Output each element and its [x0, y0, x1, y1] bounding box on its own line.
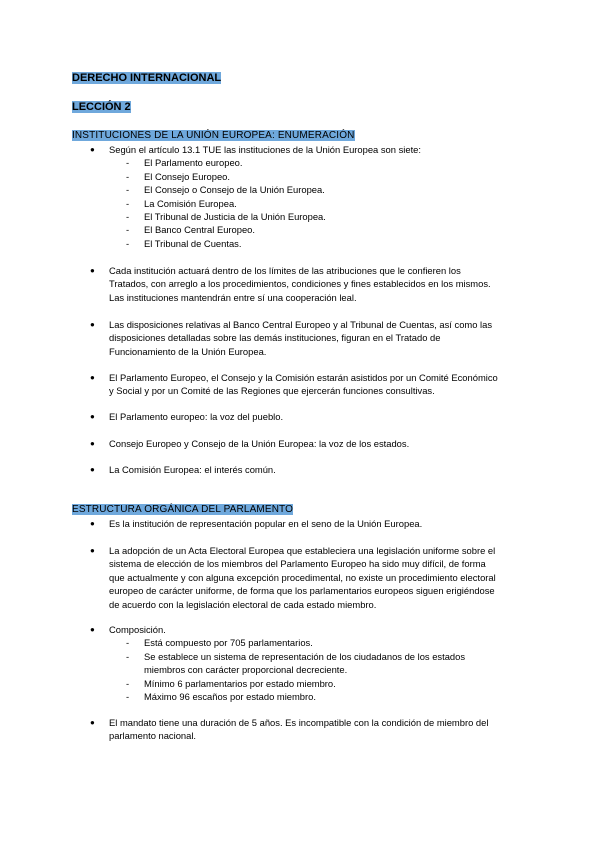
list-item: ● Cada institución actuará dentro de los límites de las atribuciones que le confieren los Tratados, con arreglo a los procedimientos, condiciones y fines establecidos en los mismos. Las instituciones mantendrán entre sí una cooperación leal. — [90, 265, 491, 303]
list-item: ● Según el artículo 13.1 TUE las instituciones de la Unión Europea son siete: - El Parlamento europeo. - El Consejo Europeo. - El Consejo o Consejo de la Unión Europea. - La Comisión Europea. - El Tribunal de Justicia de la Unión Europea. - El Banco Central Europeo. - El Tribunal de Cuentas. — [90, 143, 540, 250]
dash-icon: - — [126, 211, 130, 223]
lesson-heading: LECCIÓN 2 — [72, 101, 131, 113]
list-item: ● El mandato tiene una duración de 5 años. Es incompatible con la condición de miembro del parlamento nacional. — [90, 717, 489, 742]
section-heading-estructura: ESTRUCTURA ORGÁNICA DEL PARLAMENTO — [72, 504, 294, 515]
list-item: ● Consejo Europeo y Consejo de la Unión Europea: la voz de los estados. — [90, 438, 410, 449]
bullet-icon: ● — [90, 718, 95, 727]
bullet-icon: ● — [90, 145, 95, 154]
section-heading-instituciones: INSTITUCIONES DE LA UNIÓN EUROPEA: ENUMERACIÓN — [72, 130, 355, 141]
dash-icon: - — [126, 677, 130, 689]
sub-item: - El Banco Central Europeo. — [126, 224, 256, 236]
dash-icon: - — [126, 237, 130, 249]
sub-item: - Máximo 96 escaños por estado miembro. — [126, 691, 316, 703]
dash-icon: - — [126, 224, 130, 236]
list-item: ● Las disposiciones relativas al Banco Central Europeo y al Tribunal de Cuentas, así como las disposiciones detalladas sobre las demás instituciones, figuran en el Tratado de Funcionamiento de la Unión Europea. — [90, 319, 493, 357]
bullet-icon: ● — [90, 439, 95, 448]
sub-item: - Está compuesto por 705 parlamentarios. — [126, 637, 313, 649]
dash-icon: - — [126, 170, 130, 182]
dash-icon: - — [126, 197, 130, 209]
list-item: ● La adopción de un Acta Electoral Europea que estableciera una legislación uniforme sobre el sistema de elección de los miembros del Parlamento Europeo ha sido muy difícil, de forma que actualmente y con alguna excepción procedimental, no existe un procedimiento electoral europeo de carácter uniforme, de forma que los parlamentarios europeos siguen erigiéndose de acuerdo con la legislación electoral de cada estado miembro. — [90, 545, 496, 610]
list-item: ● Composición. - Está compuesto por 705 parlamentarios. - Se establece un sistema de representación de los ciudadanos de los estados miembros con carácter proporcional decreciente. - Mínimo 6 parlamentarios por estado miembro. - Máximo 96 escaños por estado miembro. — [90, 623, 540, 703]
dash-icon: - — [126, 184, 130, 196]
list-item: ● La Comisión Europea: el interés común. — [90, 464, 276, 475]
document-title: DERECHO INTERNACIONAL — [72, 72, 222, 84]
bullet-icon: ● — [90, 373, 95, 382]
bullet-icon: ● — [90, 465, 95, 474]
sub-item: - El Consejo Europeo. — [126, 170, 230, 182]
bullet-icon: ● — [90, 546, 95, 555]
sub-item: - La Comisión Europea. — [126, 197, 237, 209]
bullet-icon: ● — [90, 412, 95, 421]
bullet-icon: ● — [90, 519, 95, 528]
list-item: ● Es la institución de representación popular en el seno de la Unión Europea. — [90, 518, 423, 529]
sub-item: - El Consejo o Consejo de la Unión Europea. — [126, 184, 325, 196]
dash-icon: - — [126, 637, 130, 649]
bullet-icon: ● — [90, 625, 95, 634]
bullet-icon: ● — [90, 266, 95, 275]
dash-icon: - — [126, 650, 130, 662]
bullet-icon: ● — [90, 320, 95, 329]
list-item: ● El Parlamento Europeo, el Consejo y la Comisión estarán asistidos por un Comité Económico y Social y por un Comité de las Regiones que ejercerán funciones consultivas. — [90, 372, 498, 397]
sub-item: - El Tribunal de Justicia de la Unión Europea. — [126, 211, 326, 223]
sub-item: - Mínimo 6 parlamentarios por estado miembro. — [126, 677, 336, 689]
dash-icon: - — [126, 157, 130, 169]
sub-item: - El Parlamento europeo. — [126, 157, 243, 169]
sub-item-continuation: miembros con carácter proporcional decreciente. — [144, 664, 348, 676]
sub-item: - Se establece un sistema de representación de los ciudadanos de los estados — [126, 650, 466, 662]
dash-icon: - — [126, 691, 130, 703]
sub-item: - El Tribunal de Cuentas. — [126, 237, 242, 249]
list-item: ● El Parlamento europeo: la voz del pueblo. — [90, 411, 284, 422]
